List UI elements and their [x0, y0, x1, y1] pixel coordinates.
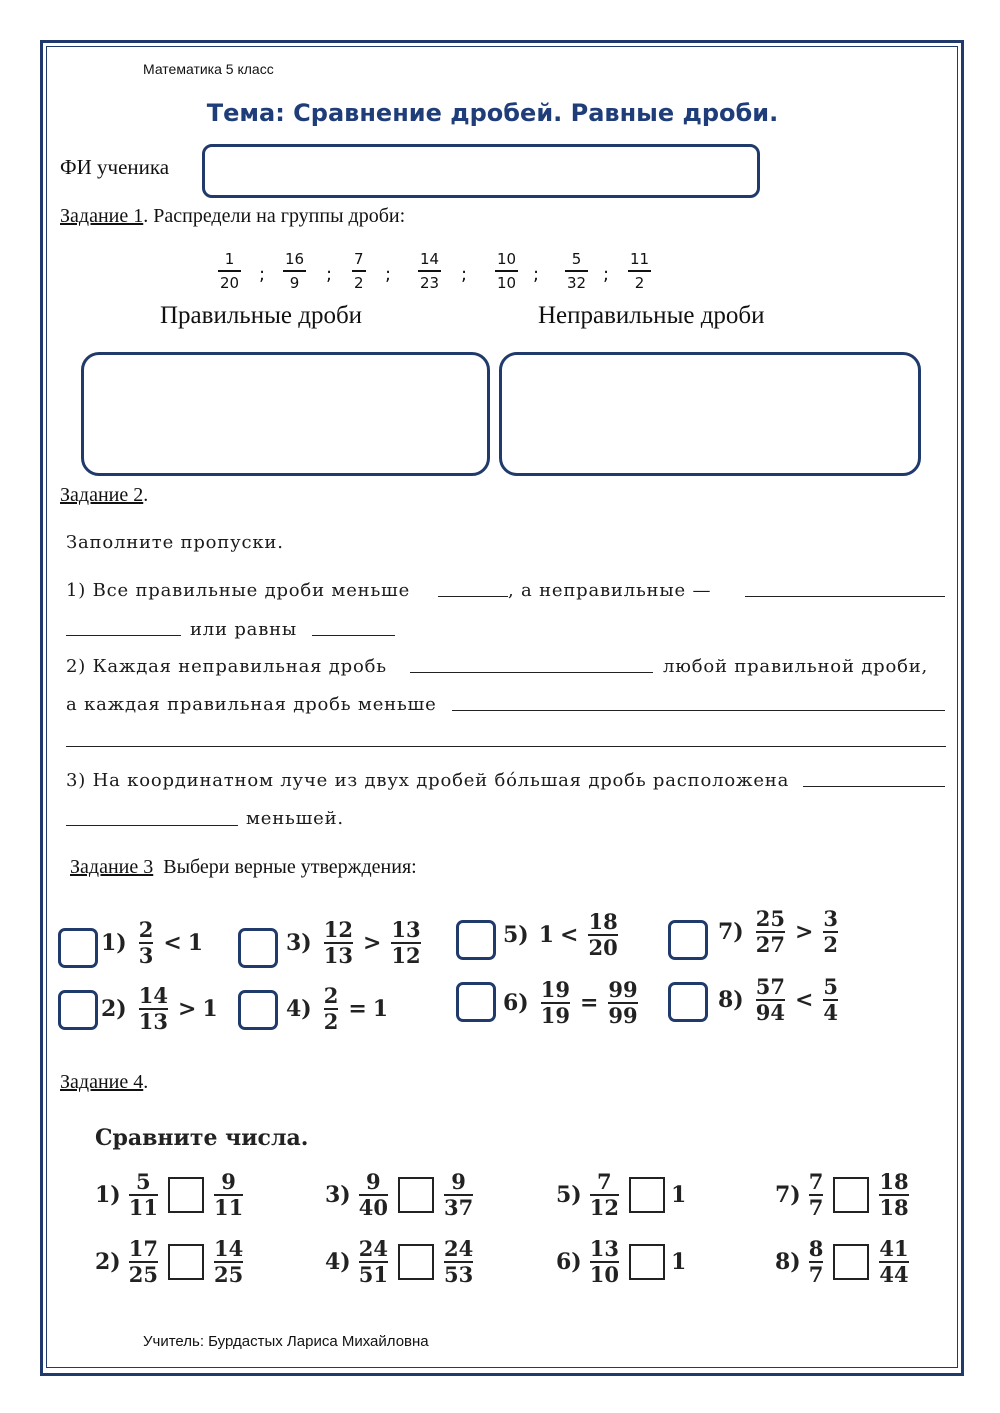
fill-blank-1[interactable]	[438, 596, 508, 597]
statement-2-checkbox[interactable]	[58, 990, 98, 1030]
task1-fraction: 14 23	[420, 250, 440, 292]
compare-box-3[interactable]	[398, 1177, 434, 1213]
task4-label: Задание 4	[60, 1071, 144, 1093]
separator: ;	[259, 264, 266, 285]
statement-4-checkbox[interactable]	[238, 990, 278, 1030]
task3-heading	[70, 856, 417, 879]
task2-line3a: 3) На координатном луче из двух дробей бóльшая дробь расположена	[66, 770, 790, 791]
task2-line1c: или равны	[190, 619, 298, 640]
compare-box-4[interactable]	[398, 1244, 434, 1280]
task4-heading: Задание 4.	[60, 1071, 149, 1093]
task2-line2c: а каждая правильная дробь меньше	[66, 694, 437, 715]
fill-blank-7[interactable]	[66, 746, 946, 747]
statement-3: 3) 12 13 > 13 12	[286, 917, 421, 968]
separator: ;	[385, 264, 392, 285]
statement-6: 6) 19 19 = 99 99	[503, 977, 638, 1028]
statement-8: 8) 57 94 < 5 4	[718, 974, 839, 1025]
fill-blank-9[interactable]	[66, 825, 238, 826]
task3-instruction: Выбери верные утверждения:	[163, 856, 417, 878]
compare-item-1: 1) 5 11 9 11	[95, 1169, 244, 1220]
student-name-field[interactable]	[202, 144, 760, 198]
separator: ;	[533, 264, 540, 285]
statement-2: 2) 14 13 > 1	[101, 983, 218, 1034]
task1-fraction: 5 32	[567, 250, 587, 292]
task1-fraction-list	[210, 248, 670, 304]
compare-item-4: 4) 24 51 24 53	[325, 1236, 474, 1287]
compare-box-1[interactable]	[168, 1177, 204, 1213]
task4-instruction: Сравните числа.	[95, 1125, 309, 1151]
compare-box-8[interactable]	[833, 1244, 869, 1280]
task1-label: Задание 1	[60, 205, 144, 227]
task2-line3b: меньшей.	[246, 808, 344, 829]
page-title: Тема: Сравнение дробей. Равные дроби.	[206, 99, 779, 127]
proper-fractions-box[interactable]	[81, 352, 490, 476]
statement-4: 4) 2 2 = 1	[286, 983, 389, 1034]
task2-line1b: , а неправильные —	[508, 580, 712, 601]
compare-box-7[interactable]	[833, 1177, 869, 1213]
separator: ;	[461, 264, 468, 285]
task2-label: Задание 2	[60, 484, 144, 506]
statement-1-checkbox[interactable]	[58, 928, 98, 968]
compare-item-8: 8) 8 7 41 44	[775, 1236, 909, 1287]
compare-box-5[interactable]	[629, 1177, 665, 1213]
compare-item-2: 2) 17 25 14 25	[95, 1236, 244, 1287]
statement-7-checkbox[interactable]	[668, 920, 708, 960]
compare-box-2[interactable]	[168, 1244, 204, 1280]
improper-fractions-box[interactable]	[499, 352, 921, 476]
task1-fraction: 16 9	[285, 250, 305, 292]
task1-fraction: 10 10	[497, 250, 517, 292]
fill-blank-5[interactable]	[410, 672, 653, 673]
statement-7: 7) 25 27 > 3 2	[718, 906, 839, 957]
task1-heading	[60, 205, 405, 228]
improper-fractions-label: Неправильные дроби	[538, 302, 765, 329]
statement-5-checkbox[interactable]	[456, 920, 496, 960]
separator: ;	[326, 264, 333, 285]
task2-line2a: 2) Каждая неправильная дробь	[66, 656, 387, 677]
separator: ;	[603, 264, 610, 285]
task3-label: Задание 3	[70, 856, 154, 878]
fill-blank-8[interactable]	[803, 786, 945, 787]
statement-8-checkbox[interactable]	[668, 982, 708, 1022]
statement-5: 5) 1 < 18 20	[503, 909, 618, 960]
task1-fraction: 1 20	[220, 250, 240, 292]
task2-instruction: Заполните пропуски.	[66, 532, 284, 553]
compare-item-6: 6) 13 10 1	[556, 1236, 687, 1287]
task1-fraction: 11 2	[630, 250, 650, 292]
compare-item-5: 5) 7 12 1	[556, 1169, 687, 1220]
task1-fraction: 7 2	[354, 250, 364, 292]
fill-blank-6[interactable]	[452, 710, 945, 711]
compare-item-3: 3) 9 40 9 37	[325, 1169, 474, 1220]
fill-blank-2[interactable]	[745, 596, 945, 597]
compare-item-7: 7) 7 7 18 18	[775, 1169, 909, 1220]
statement-1: 1) 2 3 < 1	[101, 917, 204, 968]
compare-box-6[interactable]	[629, 1244, 665, 1280]
statement-6-checkbox[interactable]	[456, 982, 496, 1022]
task2-line2b: любой правильной дроби,	[663, 656, 929, 677]
student-name-label: ФИ ученика	[60, 155, 170, 179]
fill-blank-3[interactable]	[66, 635, 181, 636]
statement-3-checkbox[interactable]	[238, 928, 278, 968]
teacher-name: Учитель: Бурдастых Лариса Михайловна	[143, 1333, 429, 1350]
subject-label: Математика 5 класс	[143, 61, 274, 77]
proper-fractions-label: Правильные дроби	[160, 302, 363, 329]
task2-heading: Задание 2.	[60, 484, 149, 506]
fill-blank-4[interactable]	[312, 635, 395, 636]
task1-instruction: . Распредели на группы дроби:	[143, 205, 406, 227]
task2-line1a: 1) Все правильные дроби меньше	[66, 580, 411, 601]
